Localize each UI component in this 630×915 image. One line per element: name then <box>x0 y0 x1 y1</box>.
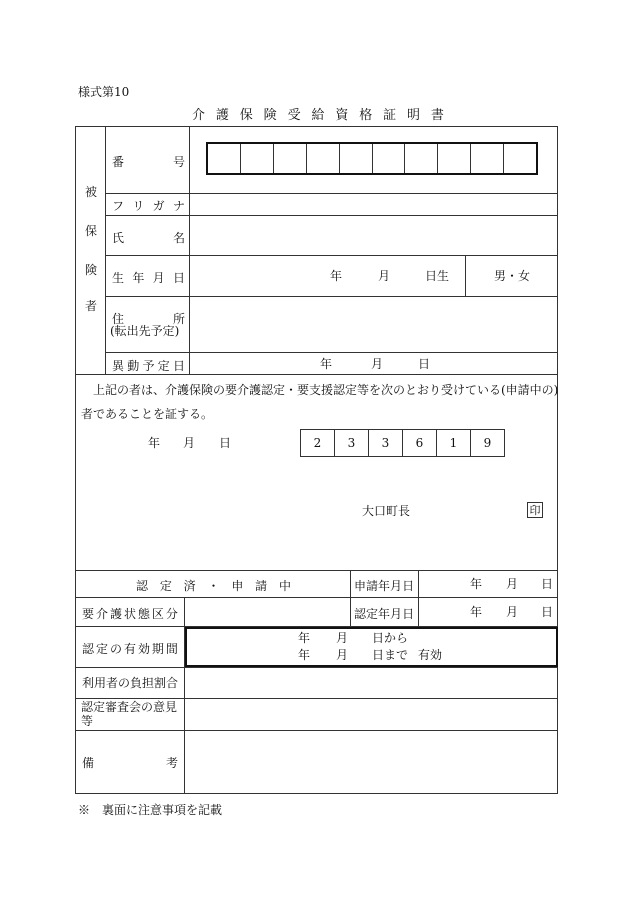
burden-ratio-field[interactable] <box>185 668 557 698</box>
valid-to-day: 日まで <box>372 648 409 662</box>
sex-choice[interactable]: 男・女 <box>494 269 531 283</box>
burden-ratio-label: 利用者の負担割合 <box>82 676 179 690</box>
number-digit-box[interactable] <box>405 144 438 173</box>
review-opinion-field[interactable] <box>185 699 557 730</box>
document-title: 介 護 保 険 受 給 資 格 証 明 書 <box>192 108 444 123</box>
apply-month: 月 <box>506 577 519 591</box>
code-digit: 3 <box>334 429 369 457</box>
certification-text-line1: 上記の者は、介護保険の要介護認定・要支援認定等を次のとおり受けている(申請中の) <box>93 383 559 397</box>
certified-or-pending-label[interactable]: 認 定 済 ・ 申 請 中 <box>136 579 291 593</box>
number-digit-box[interactable] <box>241 144 274 173</box>
cert-date-year: 年 <box>470 605 483 619</box>
number-digit-box[interactable] <box>307 144 340 173</box>
number-digit-box[interactable] <box>373 144 406 173</box>
move-day: 日 <box>418 357 431 371</box>
mayor-title: 大口町長 <box>362 504 411 518</box>
cert-date-month: 月 <box>506 605 519 619</box>
address-field[interactable] <box>190 297 557 352</box>
review-opinion-label: 認定審査会の意見等 <box>81 700 178 728</box>
cert-day: 日 <box>219 436 232 450</box>
cert-year: 年 <box>148 436 161 450</box>
birth-month: 月 <box>378 269 391 283</box>
form-id: 様式第10 <box>78 85 130 99</box>
number-digit-box[interactable] <box>504 144 536 173</box>
code-digit: 2 <box>300 429 335 457</box>
number-label: 番 号 <box>112 155 185 169</box>
number-digit-box[interactable] <box>340 144 373 173</box>
valid-from-year: 年 <box>298 631 311 645</box>
address-label: 住 所 <box>112 312 185 326</box>
cert-date-label: 認 定 年 月 日 <box>354 607 415 621</box>
valid-to-month: 月 <box>336 648 349 662</box>
validity-period-label: 認 定 の 有 効 期 間 <box>82 642 178 656</box>
number-digit-box[interactable] <box>471 144 504 173</box>
valid-from-day: 日から <box>372 631 409 645</box>
number-digit-box[interactable] <box>274 144 307 173</box>
code-digit: 1 <box>436 429 471 457</box>
seal-mark: 印 <box>527 502 543 518</box>
insured-number-boxes[interactable] <box>206 142 538 175</box>
number-digit-box[interactable] <box>438 144 471 173</box>
certification-text-line2: 者であることを証する。 <box>81 407 214 421</box>
cert-month: 月 <box>183 436 196 450</box>
move-date-label: 異 動 予 定 日 <box>112 359 185 373</box>
remarks-label: 備 考 <box>82 756 178 770</box>
number-digit-box[interactable] <box>208 144 241 173</box>
name-field[interactable] <box>190 216 557 255</box>
insurer-code-boxes <box>300 429 508 457</box>
valid-to-year: 年 <box>298 648 311 662</box>
birth-year: 年 <box>330 269 343 283</box>
footnote: ※ 裏面に注意事項を記載 <box>78 803 223 817</box>
care-level-label: 要 介 護 状 態 区 分 <box>82 607 178 621</box>
furigana-label: フ リ ガ ナ <box>112 199 185 213</box>
code-digit: 3 <box>368 429 403 457</box>
furigana-field[interactable] <box>190 194 557 215</box>
apply-year: 年 <box>470 577 483 591</box>
apply-date-label: 申 請 年 月 日 <box>354 579 415 593</box>
remarks-field[interactable] <box>185 731 557 793</box>
care-level-field[interactable] <box>185 598 350 626</box>
cert-date-day: 日 <box>541 605 554 619</box>
name-label: 氏 名 <box>112 231 185 245</box>
address-sub-label: (転出先予定) <box>110 324 180 338</box>
move-year: 年 <box>320 357 333 371</box>
birth-day: 日生 <box>425 269 450 283</box>
birth-label: 生 年 月 日 <box>112 271 185 285</box>
code-digit: 9 <box>470 429 505 457</box>
code-digit: 6 <box>402 429 437 457</box>
valid-from-month: 月 <box>336 631 349 645</box>
valid-suffix: 有効 <box>418 648 443 662</box>
move-month: 月 <box>371 357 384 371</box>
apply-day: 日 <box>541 577 554 591</box>
